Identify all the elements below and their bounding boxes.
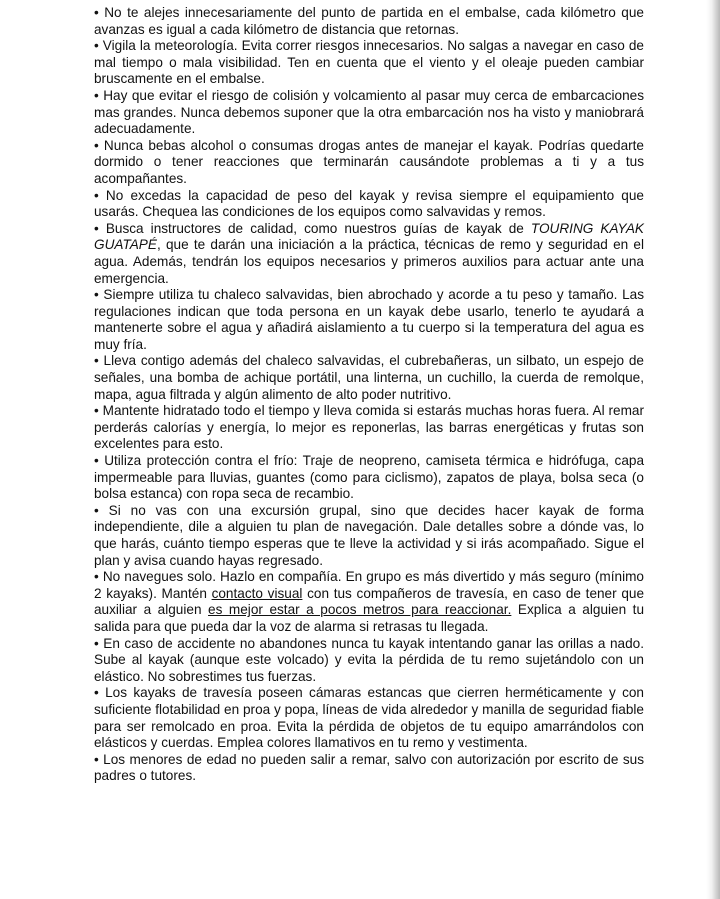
underlined-text: contacto visual (211, 585, 303, 601)
company-name: TOURING KAYAK GUATAPÉ (94, 220, 644, 253)
safety-tip: • Los menores de edad no pueden salir a remar, salvo con autorización por escrito de sus padres o tutores. (94, 751, 644, 784)
tip-text: • Busca instructores de calidad, como nuestros guías de kayak de (94, 220, 531, 236)
tip-text: con tus compañeros de travesía, en caso de tener que auxiliar a alguien (94, 585, 645, 618)
safety-tip: • Mantente hidratado todo el tiempo y lleva comida si estarás muchas horas fuera. Al remar perderás calorías y energía, lo mejor es reponerlas, las barras energéticas y frutas son excelentes para esto. (94, 403, 644, 452)
safety-tip: • En caso de accidente no abandones nunca tu kayak intentando ganar las orillas a nado. Sube al kayak (aunque este volcado) y evita la pérdida de tu remo sujetándolo con un elástico. No sobrestimes tus fuerzas. (94, 635, 644, 684)
safety-tip: • Si no vas con una excursión grupal, sino que decides hacer kayak de forma independiente, dile a alguien tu plan de navegación. Dale detalles sobre a dónde vas, lo que harás, cuánto tiempo esperas que te lleve la actividad y si irás acompañado. Sigue el plan y avisa cuando hayas regresado. (94, 502, 644, 568)
safety-tip: • Los kayaks de travesía poseen cámaras estancas que cierren herméticamente y con suficiente flotabilidad en proa y popa, líneas de vida alrededor y manilla de seguridad fiable para ser remolcado en proa. Evita la pérdida de objetos de tu equipo amarrándolos con elásticos y cuerdas. Emplea colores llamativos en tu remo y vestimenta. (94, 685, 644, 751)
tip-text: Explica a alguien tu salida para que pueda dar la voz de alarma si retrasas tu llegada. (94, 602, 645, 634)
page-edge-shadow (706, 0, 720, 899)
safety-tip: • Hay que evitar el riesgo de colisión y volcamiento al pasar muy cerca de embarcaciones mas grandes. Nunca debemos suponer que la otra embarcación nos ha visto y maniobrará adecuadamente. (94, 87, 644, 137)
safety-tip: • No excedas la capacidad de peso del kayak y revisa siempre el equipamiento que usarás. Chequea las condiciones de los equipos como salvavidas y remos. (94, 187, 644, 220)
tip-text: • No navegues solo. Hazlo en compañía. En grupo es más divertido y más seguro (mínimo 2 kayaks). Mantén (94, 569, 644, 601)
safety-tip: • Siempre utiliza tu chaleco salvavidas, bien abrochado y acorde a tu peso y tamaño. Las regulaciones indican que toda persona en un kayak debe usarlo, tenerlo te ayudará a mantenerte sobre el agua y añadirá aislamiento a tu cuerpo si la temperatura del agua es muy fría. (94, 287, 644, 352)
safety-tip (94, 221, 644, 287)
safety-tip: • No te alejes innecesariamente del punto de partida en el embalse, cada kilómetro que avanzas es igual a cada kilómetro de distancia que retornas. (94, 5, 644, 37)
safety-tip: • Lleva contigo además del chaleco salvavidas, el cubrebañeras, un silbato, un espejo de señales, una bomba de achique portátil, una linterna, un cuchillo, la cuerda de remolque, mapa, agua filtrada y algún alimento de alto poder nutritivo. (94, 353, 644, 402)
tip-text: , que te darán una iniciación a la práctica, técnicas de remo y seguridad en el agua. Además, tendrán los equipos necesarios y primeros auxilios para actuar ante una emergencia. (94, 237, 644, 286)
underlined-text: es mejor estar a pocos metros para reaccionar. (208, 602, 512, 618)
document-page (94, 5, 644, 785)
safety-tip: • Utiliza protección contra el frío: Traje de neopreno, camiseta térmica e hidrófuga, capa impermeable para lluvias, guantes (como para ciclismo), zapatos de playa, bolsa seca (o bolsa estanca) con ropa seca de recambio. (94, 453, 644, 502)
safety-tip: • Nunca bebas alcohol o consumas drogas antes de manejar el kayak. Podrías quedarte dormido o tener reacciones que terminarán causándote problemas a ti y a tus acompañantes. (94, 137, 644, 186)
safety-tip: • Vigila la meteorología. Evita correr riesgos innecesarios. No salgas a navegar en caso de mal tiempo o mala visibilidad. Ten en cuenta que el viento y el oleaje pueden cambiar bruscamente en el embalse. (94, 38, 644, 87)
safety-tip (94, 569, 644, 635)
